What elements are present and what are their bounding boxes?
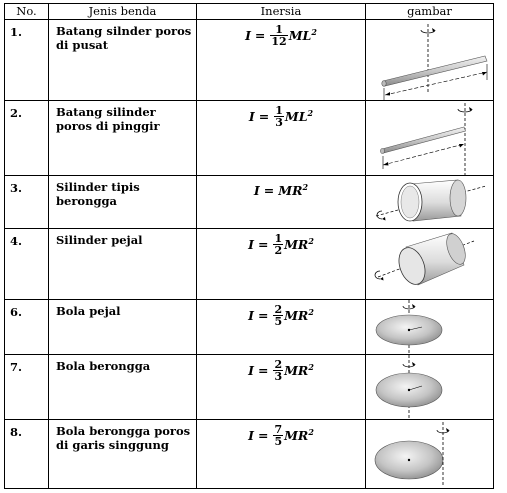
row-number: 2.: [5, 101, 49, 176]
table-row: [5, 101, 494, 176]
row-number: 7.: [5, 355, 49, 420]
picture-cell: [366, 20, 494, 101]
table-row: [5, 229, 494, 300]
picture-cell: [366, 176, 494, 229]
object-name: Bola berongga: [49, 355, 197, 420]
row-number: 6.: [5, 300, 49, 355]
row-number: 3.: [5, 176, 49, 229]
inertia-formula: I = $\frac{2}{5}$ $MR^2$: [197, 300, 366, 355]
row-number: 8.: [5, 420, 49, 489]
inertia-formula: I = $MR^2$: [197, 176, 366, 229]
inertia-formula: I = $\frac{1}{12}$ $ML^2$: [197, 20, 366, 101]
picture-cell: [366, 300, 494, 355]
table-header-row: [5, 4, 494, 20]
table-row: [5, 300, 494, 355]
rod-end-axis-icon: [366, 101, 494, 175]
solid-cylinder-icon: [366, 229, 494, 299]
header-no: No.: [5, 4, 49, 20]
hollow-cylinder-icon: [366, 176, 494, 228]
table-row: [5, 176, 494, 229]
object-name: Bola berongga poros di garis singgung: [49, 420, 197, 489]
picture-cell: [366, 420, 494, 489]
table-row: [5, 20, 494, 101]
object-name: Bola pejal: [49, 300, 197, 355]
hollow-sphere-icon: [366, 355, 494, 419]
inertia-formula: I = $\frac{7}{5}$ $MR^2$: [197, 420, 366, 489]
header-picture: gambar: [366, 4, 494, 20]
picture-cell: [366, 101, 494, 176]
row-number: 4.: [5, 229, 49, 300]
table-row: [5, 420, 494, 489]
inertia-table: [4, 3, 494, 489]
inertia-formula: I = $\frac{2}{3}$ $MR^2$: [197, 355, 366, 420]
sphere-tangent-axis-icon: [366, 420, 494, 488]
row-number: 1.: [5, 20, 49, 101]
header-name: Jenis benda: [49, 4, 197, 20]
solid-sphere-icon: [366, 300, 494, 354]
object-name: Silinder pejal: [49, 229, 197, 300]
picture-cell: [366, 355, 494, 420]
table-row: [5, 355, 494, 420]
inertia-formula: I = $\frac{1}{3}$ $ML^2$: [197, 101, 366, 176]
picture-cell: [366, 229, 494, 300]
inertia-table-page: [4, 3, 493, 489]
object-name: Batang silnder poros di pusat: [49, 20, 197, 101]
header-formula: Inersia: [197, 4, 366, 20]
object-name: Batang silinder poros di pinggir: [49, 101, 197, 176]
inertia-formula: I = $\frac{1}{2}$ $MR^2$: [197, 229, 366, 300]
object-name: Silinder tipis berongga: [49, 176, 197, 229]
rod-center-axis-icon: [366, 20, 494, 100]
